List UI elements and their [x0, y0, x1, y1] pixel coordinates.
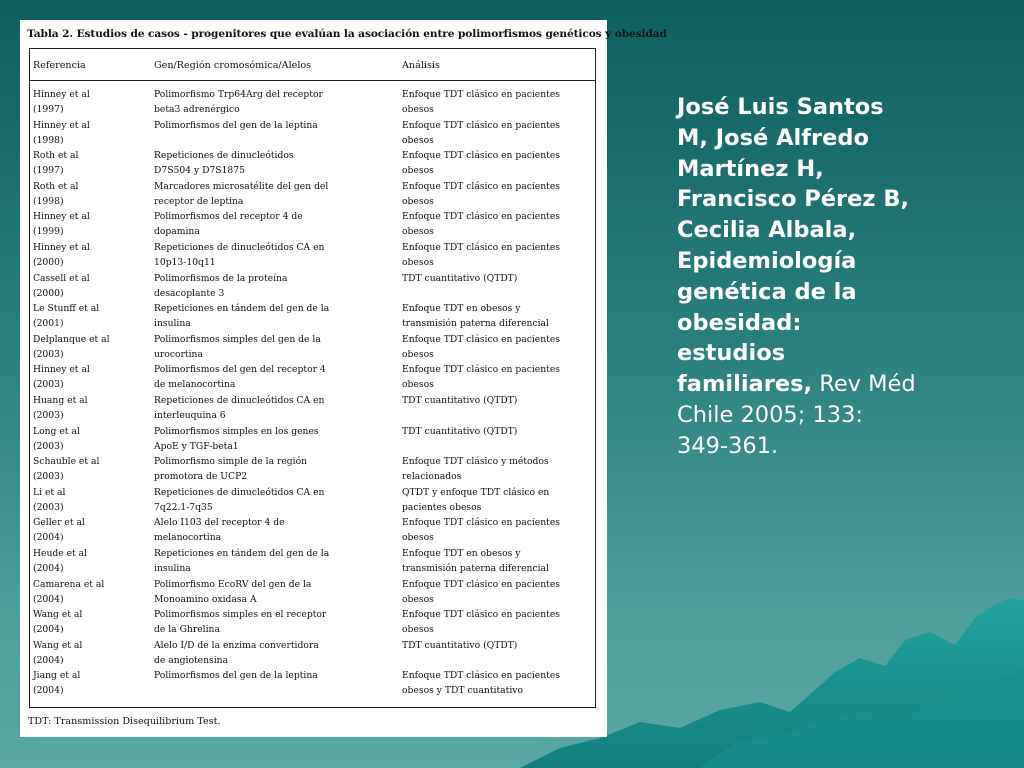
citation-authors-title: José Luis Santos M, José Alfredo Martínez H, Francisco Pérez B, Cecilia Albala, Epidemiología genética de la obesidad: estudios familiares, [677, 94, 910, 398]
table-row [30, 577, 595, 608]
table-row [30, 332, 595, 363]
cell-reference: Heude et al (2004) [33, 547, 88, 574]
header-analysis: Análisis [402, 60, 440, 71]
cell-analysis: Enfoque TDT clásico en pacientes obesos [402, 150, 560, 177]
cell-reference: Schauble et al (2003) [33, 456, 100, 483]
table-row [30, 638, 595, 669]
table-row [30, 209, 595, 240]
cell-gene: Polimorfismos del gen del receptor 4 de melanocortina [154, 364, 326, 391]
cell-reference: Le Stunff et al (2001) [33, 303, 100, 330]
table-row [30, 301, 595, 332]
cell-gene: Repeticiones de dinucleótidos D7S504 y D7S1875 [154, 150, 294, 177]
cell-reference: Wang et al (2004) [33, 609, 83, 636]
cell-analysis: Enfoque TDT clásico en pacientes obesos [402, 333, 560, 360]
table-row [30, 118, 595, 149]
header-rule [30, 80, 595, 81]
cell-analysis: Enfoque TDT clásico en pacientes obesos [402, 119, 560, 146]
cell-analysis: Enfoque TDT clásico en pacientes obesos [402, 364, 560, 391]
cell-analysis: TDT cuantitativo (QTDT) [402, 272, 518, 284]
cell-gene: Polimorfismos del receptor 4 de dopamina [154, 211, 303, 238]
table-footnote: TDT: Transmission Disequilibrium Test. [28, 716, 221, 727]
cell-reference: Cassell et al (2000) [33, 272, 90, 299]
cell-gene: Repeticiones de dinucleótidos CA en 10p13-10q11 [154, 241, 325, 268]
table-image [20, 20, 667, 737]
cell-analysis: Enfoque TDT clásico en pacientes obesos [402, 180, 560, 207]
header-reference: Referencia [33, 60, 86, 71]
cell-gene: Polimorfismos simples en el receptor de la Ghrelina [154, 609, 327, 636]
cell-gene: Polimorfismos simples en los genes ApoE y TGF-beta1 [154, 425, 319, 452]
cell-analysis: Enfoque TDT en obesos y transmisión paterna diferencial [402, 303, 549, 330]
table-row [30, 546, 595, 577]
cell-reference: Huang et al (2003) [33, 394, 88, 421]
cell-analysis: Enfoque TDT clásico en pacientes obesos [402, 609, 560, 636]
cell-gene: Polimorfismos del gen de la leptina [154, 119, 318, 131]
table-body [30, 87, 595, 699]
cell-reference: Hinney et al (1997) [33, 89, 90, 115]
cell-reference: Roth et al (1997) [33, 150, 79, 177]
table-frame [29, 48, 596, 708]
table-row [30, 485, 595, 516]
cell-gene: Repeticiones en tándem del gen de la insulina [154, 547, 330, 574]
cell-reference: Wang et al (2004) [33, 639, 83, 666]
cell-reference: Jiang et al (2004) [33, 670, 81, 697]
table-row [30, 424, 595, 455]
cell-reference: Roth et al (1998) [33, 180, 79, 207]
table-row [30, 607, 595, 638]
table-title: Tabla 2. Estudios de casos - progenitores que evalúan la asociación entre polimorfismos genéticos y obesidad [27, 28, 667, 40]
cell-reference: Hinney et al (2000) [33, 241, 90, 268]
header-gene: Gen/Región cromosómica/Alelos [154, 60, 312, 71]
cell-analysis: TDT cuantitativo (QTDT) [402, 394, 518, 406]
cell-analysis: TDT cuantitativo (QTDT) [402, 425, 518, 437]
cell-reference: Geller et al (2004) [33, 517, 85, 544]
table-row [30, 515, 595, 546]
cell-gene: Polimorfismo Trp64Arg del receptor beta3 adrenérgico [154, 89, 323, 115]
cell-analysis: Enfoque TDT clásico en pacientes obesos [402, 578, 560, 605]
cell-analysis: Enfoque TDT clásico en pacientes obesos y TDT cuantitativo [402, 670, 560, 697]
cell-reference: Delplanque et al (2003) [33, 333, 110, 360]
cell-analysis: Enfoque TDT clásico y métodos relacionados [402, 456, 549, 483]
cell-gene: Repeticiones de dinucleótidos CA en 7q22.1-7q35 [154, 486, 325, 513]
cell-gene: Marcadores microsatélite del gen del receptor de leptina [154, 180, 329, 207]
citation-text [677, 92, 917, 462]
cell-gene: Polimorfismos del gen de la leptina [154, 670, 318, 682]
cell-analysis: Enfoque TDT clásico en pacientes obesos [402, 241, 560, 268]
cell-reference: Hinney et al (1999) [33, 211, 90, 238]
cell-analysis: Enfoque TDT clásico en pacientes obesos [402, 517, 560, 544]
table-row [30, 179, 595, 210]
cell-reference: Camarena et al (2004) [33, 578, 105, 605]
table-row [30, 454, 595, 485]
table-row [30, 668, 595, 699]
table-row [30, 87, 595, 118]
cell-gene: Polimorfismo EcoRV del gen de la Monoamino oxidasa A [154, 578, 312, 605]
cell-reference: Long et al (2003) [33, 425, 80, 452]
cell-gene: Polimorfismos de la proteína desacoplante 3 [154, 272, 288, 299]
cell-analysis: QTDT y enfoque TDT clásico en pacientes obesos [402, 486, 550, 513]
cell-gene: Repeticiones de dinucleótidos CA en interleuquina 6 [154, 394, 325, 421]
table-row [30, 271, 595, 302]
table-row [30, 362, 595, 393]
citation-source: Rev Méd Chile 2005; 133: 349-361. [677, 371, 916, 459]
table-row [30, 393, 595, 424]
cell-reference: Li et al (2003) [33, 486, 66, 513]
cell-gene: Repeticiones en tándem del gen de la insulina [154, 303, 330, 330]
cell-reference: Hinney et al (2003) [33, 364, 90, 391]
cell-gene: Alelo I/D de la enzima convertidora de angiotensina [154, 639, 319, 666]
cell-reference: Hinney et al (1998) [33, 119, 90, 146]
cell-gene: Polimorfismos simples del gen de la urocortina [154, 333, 321, 360]
cell-analysis: TDT cuantitativo (QTDT) [402, 639, 518, 651]
cell-analysis: Enfoque TDT clásico en pacientes obesos [402, 211, 560, 238]
table-row [30, 148, 595, 179]
cell-gene: Alelo I103 del receptor 4 de melanocortina [154, 517, 285, 544]
cell-analysis: Enfoque TDT en obesos y transmisión paterna diferencial [402, 547, 549, 574]
cell-gene: Polimorfismo simple de la región promotora de UCP2 [154, 456, 308, 483]
cell-analysis: Enfoque TDT clásico en pacientes obesos [402, 89, 560, 115]
table-row [30, 240, 595, 271]
